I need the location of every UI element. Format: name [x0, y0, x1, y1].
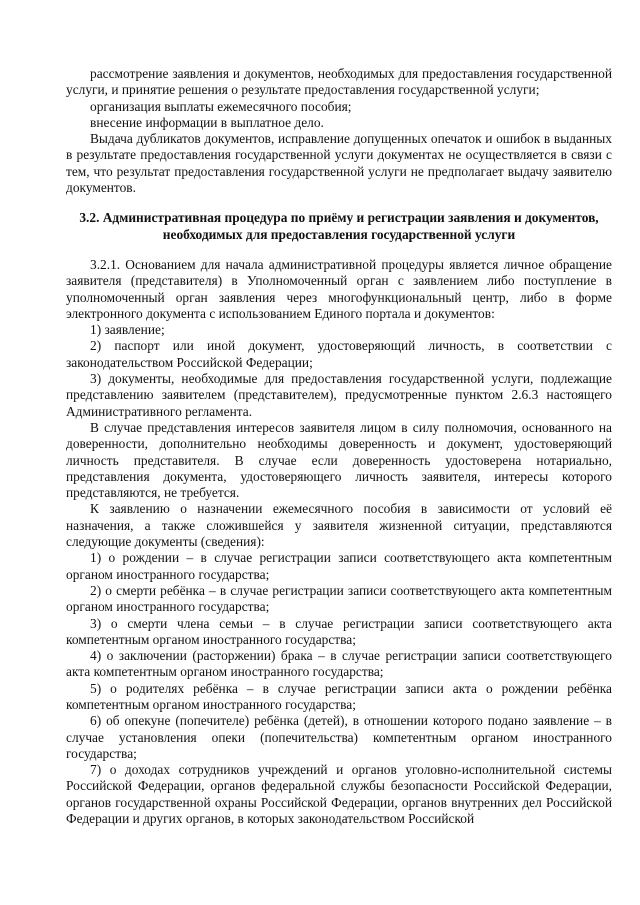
body-paragraph-9: 3) о смерти члена семьи – в случае регистрации записи соответствующего акта компетентным органом иностранного государства;	[66, 615, 612, 647]
body-paragraph-6: К заявлению о назначении ежемесячного пособия в зависимости от условий её назначения, а также сложившейся у заявителя жизненной ситуации, представляются следующие документы (сведения):	[66, 501, 612, 550]
intro-paragraph-3: внесение информации в выплатное дело.	[90, 114, 324, 130]
body-paragraph-8: 2) о смерти ребёнка – в случае регистрации записи соответствующего акта компетентным органом иностранного государства;	[66, 582, 612, 615]
body-paragraph-4: 3) документы, необходимые для предоставления государственной услуги, подлежащие представлению заявителем (представителем), предусмотренные пунктом 2.6.3 настоящего Административного регламента.	[66, 371, 612, 419]
body-paragraph-1: 3.2.1. Основанием для начала административной процедуры является личное обращение заявителя (представителя) в Уполномоченный орган с заявлением либо поступление в уполномоченный орган заявления через многофункциональный центр, либо в форме электронного документа с использованием Единого портала и документов:	[66, 256, 612, 321]
intro-paragraph-2: организация выплаты ежемесячного пособия;	[90, 98, 352, 114]
body-paragraph-10: 4) о заключении (расторжении) брака – в случае регистрации записи соответствующего акта компетентным органом иностранного государства;	[66, 648, 612, 680]
body-paragraph-2: 1) заявление;	[90, 322, 165, 338]
body-paragraph-11: 5) о родителях ребёнка – в случае регистрации записи акта о рождении ребёнка компетентным органом иностранного государства;	[66, 680, 612, 712]
section-title: 3.2. Административная процедура по приёму и регистрации заявления и документов, необходимых для предоставления государственной услуги	[79, 210, 599, 242]
intro-paragraph-4: Выдача дубликатов документов, исправление допущенных опечаток и ошибок в выданных в результате предоставления государственной услуги документах не осуществляется в связи с тем, что результат предоставления государственной услуги не предполагает выдачу заявителю документов.	[66, 131, 612, 196]
body-paragraph-12: 6) об опекуне (попечителе) ребёнка (детей), в отношении которого подано заявление – в случае установления опеки (попечительства) компетентным органом иностранного государства;	[66, 713, 612, 761]
body-paragraph-5: В случае представления интересов заявителя лицом в силу полномочия, основанного на доверенности, дополнительно необходимы доверенность и документ, удостоверяющий личность представителя. В случае если доверенность удостоверена нотариально, представления документа, удостоверяющего личность заявителя, интересы которого представляются, не требуется.	[66, 419, 612, 501]
body-paragraph-7: 1) о рождении – в случае регистрации записи соответствующего акта компетентным органом иностранного государства;	[66, 550, 612, 582]
body-paragraph-3: 2) паспорт или иной документ, удостоверяющий личность, в соответствии с законодательством Российской Федерации;	[66, 338, 612, 370]
intro-paragraph-1: рассмотрение заявления и документов, необходимых для предоставления государственной услуги, и принятие решения о результате предоставления государственной услуги;	[66, 66, 612, 98]
body-paragraph-13: 7) о доходах сотрудников учреждений и органов уголовно-исполнительной системы Российской Федерации, органов федеральной службы безопасности Российской Федерации, органов государственной охраны Российской Федерации, органов внутренних дел Российской Федерации и других органов, в которых законодательством Российской	[66, 762, 612, 827]
document-page	[66, 66, 612, 827]
